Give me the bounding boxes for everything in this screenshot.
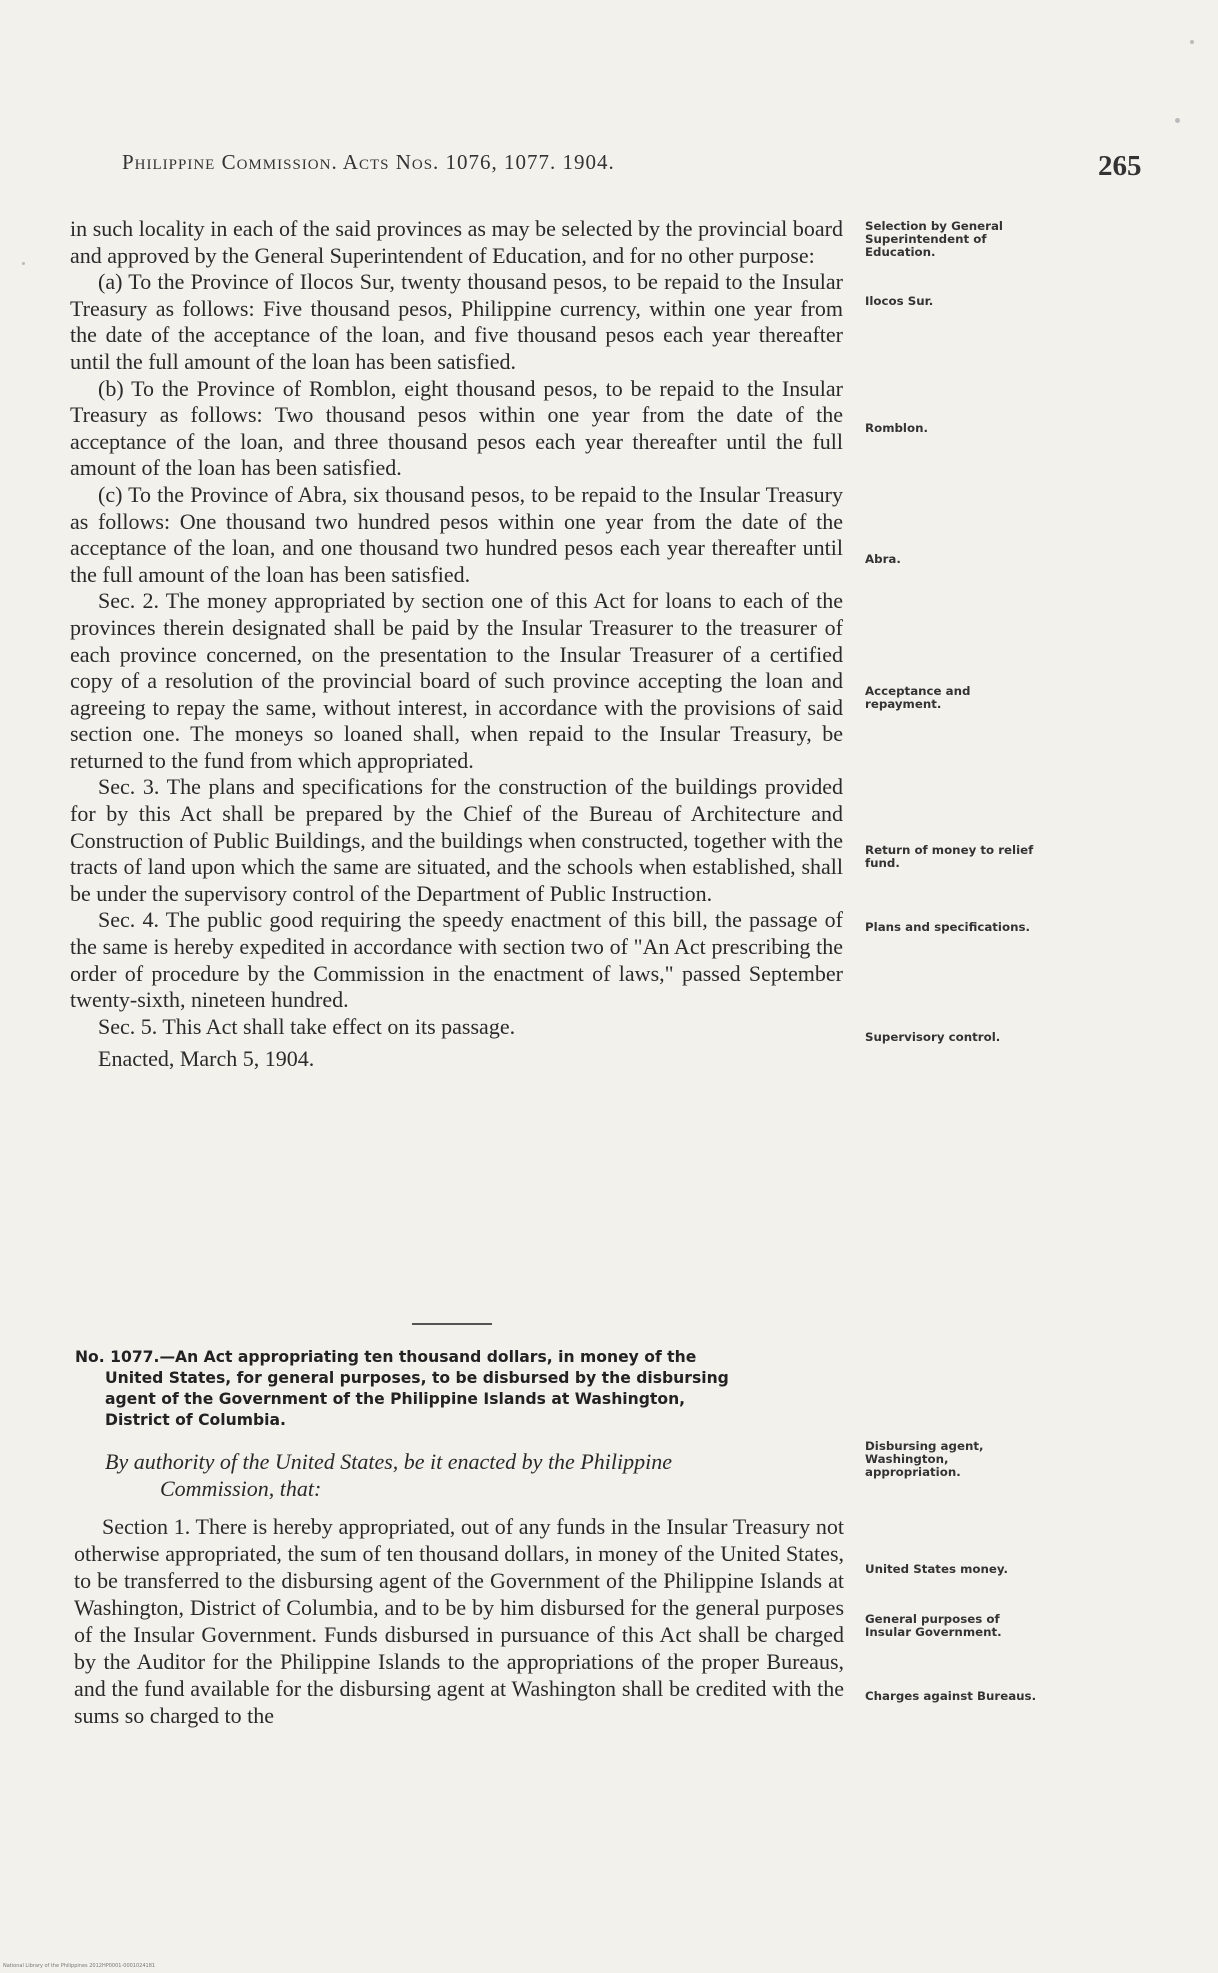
section-4: Sec. 4. The public good requiring the speedy enactment of this bill, the passage of the same is hereby expedited in accordance with section two of "An Act prescribing the order of procedure by the Commission in the enactment of laws," passed September twenty-sixth, nineteen hundred. [70, 907, 843, 1013]
page-number: 265 [1098, 150, 1142, 182]
paragraph-continuation: in such locality in each of the said provinces as may be selected by the provincial board and approved by the General Superintendent of Education, and for no other purpose: [70, 216, 843, 268]
margin-note: Abra. [865, 552, 901, 566]
section-2: Sec. 2. The money appropriated by section one of this Act for loans to each of the provinces therein designated shall be paid by the Insular Treasurer to the treasurer of each province concerned, on the presentation to the Insular Treasurer of a certified copy of a resolution of the provincial board of such province accepting the loan and agreeing to repay the same, without interest, in accordance with the provisions of said section one. The moneys so loaned shall, when repaid to the Insular Treasury, be returned to the fund from which appropriated. [70, 588, 843, 773]
margin-note: Acceptance and repayment. [865, 684, 971, 711]
paragraph-romblon: (b) To the Province of Romblon, eight thousand pesos, to be repaid to the Insular Treasury as follows: Two thousand pesos within one year from the date of the acceptance of the loan, and three thousand pesos each year thereafter until the full amount of the loan has been satisfied. [70, 375, 843, 481]
section-5: Sec. 5. This Act shall take effect on its passage. [98, 1013, 516, 1039]
margin-note: Supervisory control. [865, 1030, 1001, 1044]
margin-note: General purposes of Insular Government. [865, 1612, 1002, 1639]
margin-note: Disbursing agent, Washington, appropriation. [865, 1439, 984, 1479]
enacting-line: By authority of the United States, be it enacted by the Philippine [105, 1449, 672, 1474]
margin-note: Return of money to relief fund. [865, 843, 1034, 870]
act-title-line: United States, for general purposes, to be disbursed by the disbursing [105, 1369, 729, 1387]
body-text [70, 216, 843, 1073]
act-title-line: No. 1077.—An Act appropriating ten thousand dollars, in money of the [75, 1348, 697, 1366]
section-divider [412, 1323, 492, 1325]
running-head: Philippine Commission. Acts Nos. 1076, 1077. 1904. [122, 150, 615, 174]
margin-note: Plans and specifications. [865, 920, 1030, 934]
enacting-line: Commission, that: [160, 1476, 322, 1501]
enacting-clause [105, 1448, 845, 1502]
margin-note: Selection by General Superintendent of Education. [865, 219, 1003, 259]
paper-speck [1190, 40, 1194, 44]
enacted-date: Enacted, March 5, 1904. [98, 1046, 315, 1072]
act-title-line: agent of the Government of the Philippine Islands at Washington, [105, 1390, 686, 1408]
paper-speck [22, 262, 25, 265]
margin-note: Ilocos Sur. [865, 294, 934, 308]
paragraph-ilocos-sur: (a) To the Province of Ilocos Sur, twenty thousand pesos, to be repaid to the Insular Treasury as follows: Five thousand pesos, Philippine currency, within one year from the date of the acceptance of the loan, and five thousand pesos each year thereafter until the full amount of the loan has been satisfied. [70, 269, 843, 374]
margin-note: Romblon. [865, 421, 928, 435]
scan-footer: National Library of the Philippines 2012HP0001-0001024181 [3, 1963, 156, 1969]
act-1077-section-1 [74, 1513, 844, 1729]
paper-speck [1175, 118, 1180, 123]
paragraph-abra: (c) To the Province of Abra, six thousand pesos, to be repaid to the Insular Treasury as follows: One thousand two hundred pesos within one year from the date of the acceptance of the loan, and one thousand two hundred pesos each year thereafter until the full amount of the loan has been satisfied. [70, 481, 843, 587]
margin-note: Charges against Bureaus. [865, 1689, 1037, 1703]
act-1077-title [75, 1347, 847, 1431]
section-3: Sec. 3. The plans and specifications for the construction of the buildings provided for by this Act shall be prepared by the Chief of the Bureau of Architecture and Construction of Public Buildings, and the buildings when constructed, together with the tracts of land upon which the same are situated, and the schools when established, shall be under the supervisory control of the Department of Public Instruction. [70, 774, 843, 906]
act-title-line: District of Columbia. [105, 1411, 286, 1429]
section-1-text: Section 1. There is hereby appropriated, out of any funds in the Insular Treasury not otherwise appropriated, the sum of ten thousand dollars, in money of the United States, to be transferred to the disbursing agent of the Government of the Philippine Islands at Washington, District of Columbia, and to be by him disbursed for the general purposes of the Insular Government. Funds disbursed in pursuance of this Act shall be charged by the Auditor for the Philippine Islands to the appropriations of the proper Bureaus, and the fund available for the disbursing agent at Washington shall be credited with the sums so charged to the [74, 1514, 844, 1728]
margin-note: United States money. [865, 1562, 1008, 1576]
